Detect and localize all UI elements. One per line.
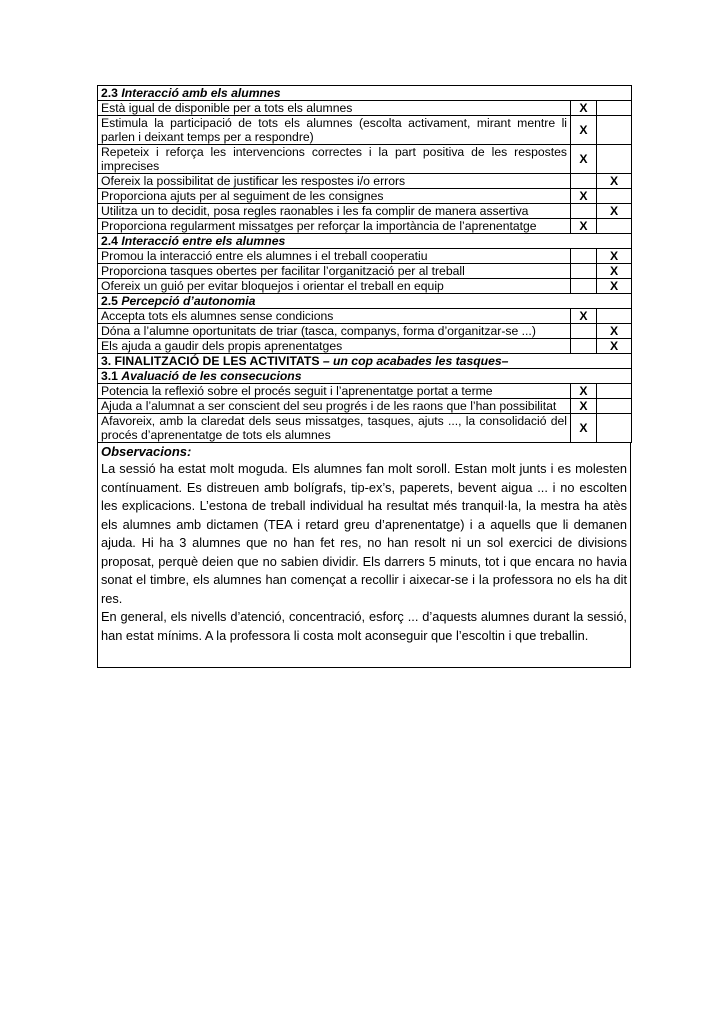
mark-column-1 bbox=[571, 249, 597, 264]
mark-column-2 bbox=[597, 219, 632, 234]
mark-column-1: X bbox=[571, 414, 597, 443]
section-heading-label: Percepció d’autonomia bbox=[121, 294, 256, 308]
mark-column-2: X bbox=[597, 204, 632, 219]
criterion-text: Els ajuda a gaudir dels propis aprenentatges bbox=[98, 339, 571, 354]
table-row bbox=[98, 279, 632, 294]
mark-column-2: X bbox=[597, 339, 632, 354]
table-row bbox=[98, 309, 632, 324]
mark-column-1 bbox=[571, 264, 597, 279]
subsection-heading bbox=[98, 369, 632, 384]
table-row bbox=[98, 339, 632, 354]
criterion-text: Estimula la participació de tots els alumnes (escolta activament, mirant mentre li parlen i deixant temps per a respondre) bbox=[98, 116, 571, 145]
table-row bbox=[98, 116, 632, 145]
table-row bbox=[98, 174, 632, 189]
mark-column-1 bbox=[571, 204, 597, 219]
section3-heading-cell bbox=[98, 354, 632, 369]
criterion-text: Dóna a l’alumne oportunitats de triar (tasca, companys, forma d’organitzar-se ...) bbox=[98, 324, 571, 339]
mark-column-2: X bbox=[597, 249, 632, 264]
section-heading bbox=[98, 294, 632, 309]
criterion-text: Ajuda a l’alumnat a ser conscient del seu progrés i de les raons que l’han possibilitat bbox=[98, 399, 571, 414]
section-heading-cell bbox=[98, 234, 632, 249]
mark-column-1: X bbox=[571, 384, 597, 399]
criterion-text: Ofereix la possibilitat de justificar les respostes i/o errors bbox=[98, 174, 571, 189]
criterion-text: Proporciona ajuts per al seguiment de les consignes bbox=[98, 189, 571, 204]
criteria-table bbox=[97, 85, 632, 443]
table-row bbox=[98, 101, 632, 116]
mark-column-1 bbox=[571, 324, 597, 339]
mark-column-2: X bbox=[597, 174, 632, 189]
mark-column-1: X bbox=[571, 145, 597, 174]
criterion-text: Està igual de disponible per a tots els alumnes bbox=[98, 101, 571, 116]
table-row bbox=[98, 384, 632, 399]
criterion-text: Afavoreix, amb la claredat dels seus missatges, tasques, ajuts ..., la consolidació del procés d’aprenentatge de tots els alumnes bbox=[98, 414, 571, 443]
table-row bbox=[98, 145, 632, 174]
observations-box bbox=[97, 443, 631, 668]
criterion-text: Ofereix un guió per evitar bloquejos i orientar el treball en equip bbox=[98, 279, 571, 294]
section3-note: – un cop acabades les tasques– bbox=[322, 354, 509, 368]
subsection-heading-label: Avaluació de les consecucions bbox=[121, 369, 302, 383]
table-row bbox=[98, 414, 632, 443]
criteria-table-body bbox=[98, 86, 632, 443]
criterion-text: Proporciona tasques obertes per facilitar l’organització per al treball bbox=[98, 264, 571, 279]
mark-column-2 bbox=[597, 414, 632, 443]
section-heading-number: 2.3 bbox=[101, 86, 122, 100]
mark-column-2 bbox=[597, 399, 632, 414]
mark-column-1: X bbox=[571, 219, 597, 234]
mark-column-1: X bbox=[571, 399, 597, 414]
criterion-text: Utilitza un to decidit, posa regles raonables i les fa complir de manera assertiva bbox=[98, 204, 571, 219]
mark-column-2 bbox=[597, 145, 632, 174]
table-row bbox=[98, 264, 632, 279]
section-heading bbox=[98, 354, 632, 369]
mark-column-1 bbox=[571, 339, 597, 354]
mark-column-1 bbox=[571, 174, 597, 189]
mark-column-1 bbox=[571, 279, 597, 294]
criterion-text: Repeteix i reforça les intervencions correctes i la part positiva de les respostes imprecises bbox=[98, 145, 571, 174]
table-row bbox=[98, 249, 632, 264]
table-row bbox=[98, 204, 632, 219]
mark-column-2: X bbox=[597, 264, 632, 279]
section-heading-label: Interacció entre els alumnes bbox=[121, 234, 286, 248]
criterion-text: Proporciona regularment missatges per reforçar la importància de l’aprenentatge bbox=[98, 219, 571, 234]
subsection-heading-number: 3.1 bbox=[101, 369, 122, 383]
section3-title: 3. FINALITZACIÓ DE LES ACTIVITATS bbox=[101, 354, 320, 368]
criterion-text: Potencia la reflexió sobre el procés seguit i l’aprenentatge portat a terme bbox=[98, 384, 571, 399]
mark-column-2 bbox=[597, 384, 632, 399]
mark-column-1: X bbox=[571, 189, 597, 204]
mark-column-2 bbox=[597, 116, 632, 145]
observations-paragraph-2: En general, els nivells d’atenció, concentració, esforç ... d’aquests alumnes durant la sessió, han estat mínims. A la professora li costa molt aconseguir que l’escoltin i que treballin. bbox=[101, 609, 627, 643]
mark-column-2: X bbox=[597, 279, 632, 294]
mark-column-2 bbox=[597, 101, 632, 116]
table-row bbox=[98, 219, 632, 234]
criterion-text: Accepta tots els alumnes sense condicions bbox=[98, 309, 571, 324]
table-row bbox=[98, 189, 632, 204]
section-heading-number: 2.5 bbox=[101, 294, 122, 308]
table-row bbox=[98, 399, 632, 414]
section-heading-cell bbox=[98, 86, 632, 101]
section-heading-label: Interacció amb els alumnes bbox=[121, 86, 281, 100]
section-heading bbox=[98, 234, 632, 249]
subsection-heading-cell bbox=[98, 369, 632, 384]
mark-column-1: X bbox=[571, 101, 597, 116]
mark-column-2 bbox=[597, 309, 632, 324]
mark-column-1: X bbox=[571, 116, 597, 145]
mark-column-2 bbox=[597, 189, 632, 204]
mark-column-1: X bbox=[571, 309, 597, 324]
mark-column-2: X bbox=[597, 324, 632, 339]
section-heading bbox=[98, 86, 632, 101]
observations-title: Observacions: bbox=[101, 444, 192, 459]
section-heading-number: 2.4 bbox=[101, 234, 122, 248]
observations-paragraph-1: La sessió ha estat molt moguda. Els alumnes fan molt soroll. Estan molt junts i es molesten contínuament. Es distreuen amb bolígrafs, tip-ex’s, paperets, bevent aigua ... i no escolten les explicacions. L’estona de treball individual ha resultat més tranquil·la, la mestra ha atès els alumnes amb dictamen (TEA i retard greu d’aprenentatge) i a aquells que li demanen ajuda. Hi ha 3 alumnes que no han fet res, no han resolt ni un sol exercici de divisions proposat, perquè deien que no sabien dividir. Els darrers 5 minuts, tot i que encara no havia sonat el timbre, els alumnes han començat a recollir i aixecar-se i la professora no els ha dit res. bbox=[101, 461, 627, 606]
table-row bbox=[98, 324, 632, 339]
criterion-text: Promou la interacció entre els alumnes i el treball cooperatiu bbox=[98, 249, 571, 264]
evaluation-sheet bbox=[97, 85, 631, 668]
section-heading-cell bbox=[98, 294, 632, 309]
